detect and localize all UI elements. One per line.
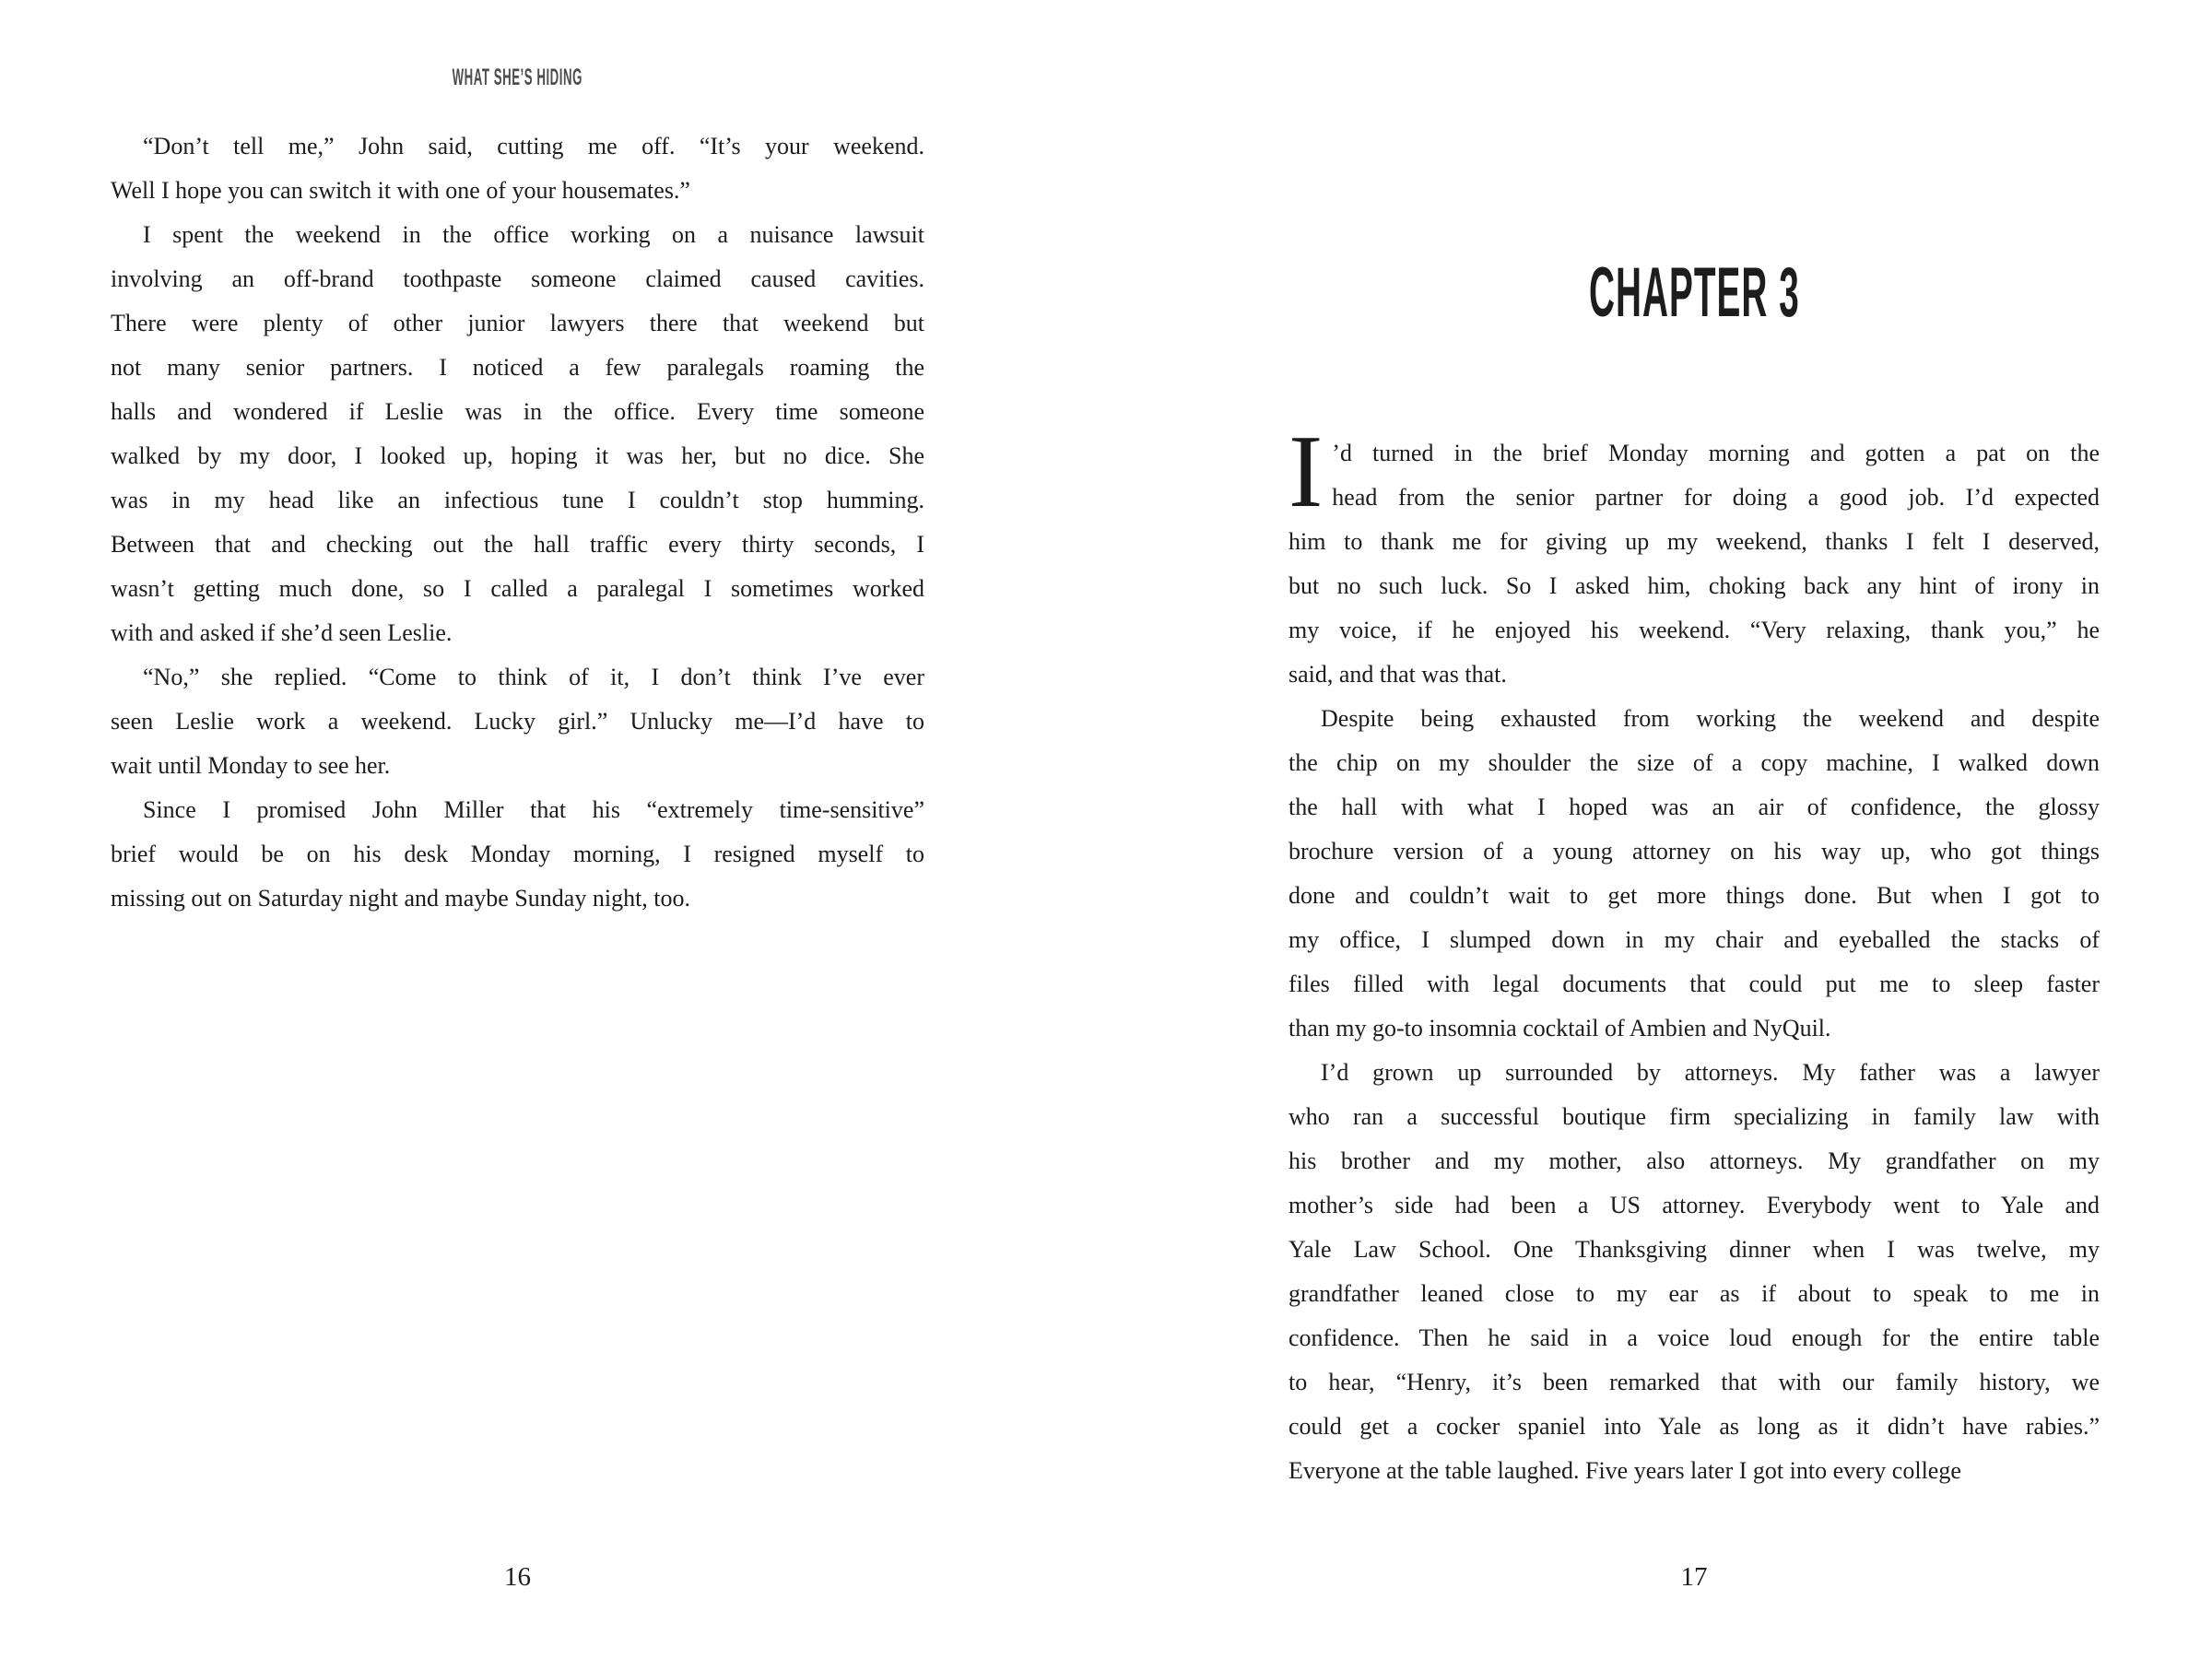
text-line: Between that and checking out the hall traffic every thirty seconds, I bbox=[111, 531, 924, 558]
paragraph bbox=[111, 655, 924, 788]
text-line: Despite being exhausted from working the weekend and despite bbox=[1321, 705, 2100, 732]
text-line: my office, I slumped down in my chair and eyeballed the stacks of bbox=[1288, 926, 2100, 953]
page-number-left: 16 bbox=[504, 1562, 531, 1592]
text-line: wasn’t getting much done, so I called a paralegal I sometimes worked bbox=[111, 575, 924, 602]
text-line: him to thank me for giving up my weekend, thanks I felt I deserved, bbox=[1288, 528, 2100, 555]
text-line: confidence. Then he said in a voice loud enough for the entire table bbox=[1288, 1324, 2100, 1351]
paragraph bbox=[1288, 1051, 2100, 1493]
text-line: I spent the weekend in the office working on a nuisance lawsuit bbox=[143, 221, 924, 248]
left-page-text-block bbox=[111, 124, 924, 921]
text-line: seen Leslie work a weekend. Lucky girl.” Unlucky me—I’d have to bbox=[111, 708, 924, 735]
text-line: said, and that was that. bbox=[1288, 661, 1507, 688]
page-right bbox=[1288, 0, 2100, 1659]
chapter-title bbox=[1288, 253, 2100, 332]
text-line: could get a cocker spaniel into Yale as long as it didn’t have rabies.” bbox=[1288, 1413, 2100, 1440]
text-line: walked by my door, I looked up, hoping it was her, but no dice. She bbox=[111, 442, 924, 469]
text-line: mother’s side had been a US attorney. Everybody went to Yale and bbox=[1288, 1192, 2100, 1218]
text-line: my voice, if he enjoyed his weekend. “Very relaxing, thank you,” he bbox=[1288, 617, 2100, 643]
text-line: There were plenty of other junior lawyers there that weekend but bbox=[111, 310, 924, 336]
drop-cap-letter: I bbox=[1288, 415, 1324, 529]
text-line: wait until Monday to see her. bbox=[111, 752, 391, 779]
paragraph bbox=[1288, 415, 2100, 697]
text-line: to hear, “Henry, it’s been remarked that with our family history, we bbox=[1288, 1369, 2100, 1395]
text-line: “No,” she replied. “Come to think of it, I don’t think I’ve ever bbox=[143, 664, 924, 690]
chapter-title-text: CHAPTER 3 bbox=[1588, 253, 1800, 332]
text-line: Since I promised John Miller that his “extremely time-sensitive” bbox=[143, 796, 924, 823]
page-left bbox=[111, 0, 924, 1659]
running-header bbox=[111, 66, 924, 89]
text-line: brief would be on his desk Monday morning, I resigned myself to bbox=[111, 841, 924, 867]
text-line: ’d turned in the brief Monday morning and gotten a pat on the bbox=[1332, 440, 2100, 466]
text-line: brochure version of a young attorney on his way up, who got things bbox=[1288, 838, 2100, 865]
text-line: but no such luck. So I asked him, choking back any hint of irony in bbox=[1288, 572, 2100, 599]
text-line: I’d grown up surrounded by attorneys. My father was a lawyer bbox=[1321, 1059, 2100, 1086]
text-line: than my go-to insomnia cocktail of Ambien and NyQuil. bbox=[1288, 1015, 1831, 1041]
text-line: with and asked if she’d seen Leslie. bbox=[111, 619, 453, 646]
right-page-text-block bbox=[1288, 415, 2100, 1493]
page-number-right: 17 bbox=[1680, 1562, 1708, 1592]
text-line: missing out on Saturday night and maybe Sunday night, too. bbox=[111, 885, 691, 912]
text-line: done and couldn’t wait to get more things done. But when I got to bbox=[1288, 882, 2100, 909]
text-line: Well I hope you can switch it with one of your housemates.” bbox=[111, 177, 690, 204]
text-line: his brother and my mother, also attorneys. My grandfather on my bbox=[1288, 1147, 2100, 1174]
text-line: head from the senior partner for doing a good job. I’d expected bbox=[1332, 484, 2100, 511]
text-line: not many senior partners. I noticed a few paralegals roaming the bbox=[111, 354, 924, 381]
text-line: Yale Law School. One Thanksgiving dinner when I was twelve, my bbox=[1288, 1236, 2100, 1263]
text-line: was in my head like an infectious tune I couldn’t stop humming. bbox=[111, 487, 924, 513]
text-line: halls and wondered if Leslie was in the office. Every time someone bbox=[111, 398, 924, 425]
text-line: Everyone at the table laughed. Five years later I got into every college bbox=[1288, 1457, 1961, 1484]
text-line: “Don’t tell me,” John said, cutting me off. “It’s your weekend. bbox=[143, 133, 924, 159]
paragraph bbox=[111, 788, 924, 921]
text-line: the hall with what I hoped was an air of confidence, the glossy bbox=[1288, 794, 2100, 820]
paragraph bbox=[111, 213, 924, 655]
text-line: files filled with legal documents that could put me to sleep faster bbox=[1288, 971, 2100, 997]
text-line: involving an off-brand toothpaste someone claimed caused cavities. bbox=[111, 265, 924, 292]
text-line: grandfather leaned close to my ear as if about to speak to me in bbox=[1288, 1280, 2100, 1307]
running-header-text: WHAT SHE’S HIDING bbox=[452, 65, 583, 90]
text-line: who ran a successful boutique firm specializing in family law with bbox=[1288, 1103, 2100, 1130]
paragraph bbox=[111, 124, 924, 213]
paragraph bbox=[1288, 697, 2100, 1051]
text-line: the chip on my shoulder the size of a copy machine, I walked down bbox=[1288, 749, 2100, 776]
